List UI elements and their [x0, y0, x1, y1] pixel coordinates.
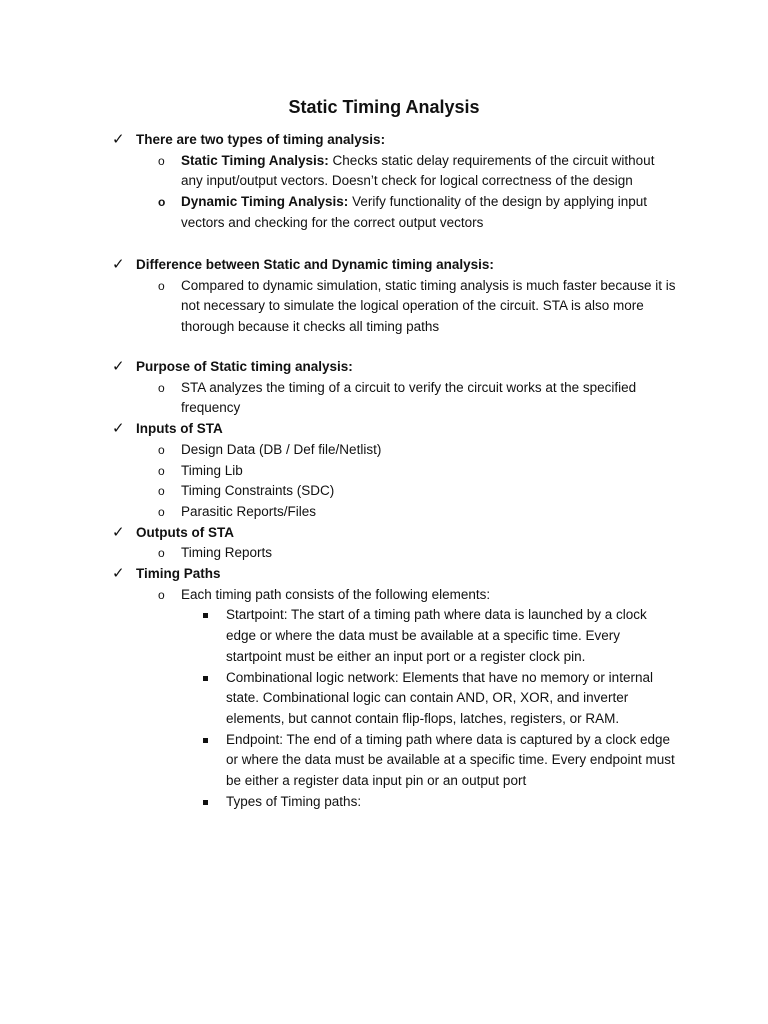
section-heading-row: [0, 255, 768, 276]
list-item: [0, 502, 768, 523]
item-text: Verify functionality of the design by applying input vectors and checking for the correct output vectors: [181, 194, 647, 230]
checkmark-icon: ✓: [112, 420, 125, 438]
section-heading: Timing Paths: [136, 566, 221, 582]
section-heading: Purpose of Static timing analysis:: [136, 359, 353, 374]
section-heading-row: [0, 130, 768, 151]
item-text: Timing Constraints (SDC): [181, 483, 335, 499]
circle-bullet-icon: o: [158, 153, 165, 168]
square-bullet-icon: [203, 738, 208, 743]
list-item: [0, 276, 768, 338]
checkmark-icon: ✓: [112, 565, 125, 583]
nested-list-item: [0, 668, 768, 730]
checkmark-icon: ✓: [112, 131, 125, 148]
list-item: [0, 440, 768, 461]
item-text: Each timing path consists of the following elements:: [181, 586, 491, 602]
nested-list-item: [0, 605, 768, 667]
nested-list-item: [0, 730, 768, 792]
square-bullet-icon: [203, 800, 208, 805]
section-heading-row: [0, 564, 768, 585]
circle-bullet-icon: o: [158, 587, 165, 602]
circle-bullet-icon: o: [158, 546, 165, 561]
list-item: [0, 378, 768, 419]
square-bullet-icon: [203, 613, 208, 618]
item-text: Parasitic Reports/Files: [181, 503, 317, 519]
checkmark-icon: ✓: [112, 523, 125, 541]
list-item: [0, 543, 768, 564]
section-heading: Inputs of STA: [136, 421, 223, 437]
item-text: Checks static delay requirements of the circuit without any input/output vectors. Doesn’t check for logical correctness of the design: [181, 152, 655, 189]
list-item: [0, 461, 768, 482]
item-text: Endpoint: The end of a timing path where data is captured by a clock edge or where the data must be available at a specific time. Every endpoint must be either a register data input pin or an output port: [226, 731, 675, 789]
item-term: Static Timing Analysis:: [181, 152, 329, 168]
list-item: [0, 481, 768, 502]
item-text: Combinational logic network: Elements that have no memory or internal state. Combinational logic can contain AND, OR, XOR, and inverter elements, but cannot contain flip-flops, latches, registers, or RAM.: [226, 669, 653, 726]
square-bullet-icon: [203, 676, 208, 681]
checkmark-icon: ✓: [112, 358, 125, 375]
page-title: Static Timing Analysis: [288, 97, 480, 117]
item-text: Types of Timing paths:: [226, 793, 362, 809]
section-heading: Outputs of STA: [136, 524, 234, 540]
item-text: Timing Lib: [181, 462, 243, 478]
section-timing-types: [0, 130, 768, 234]
circle-bullet-icon: o: [158, 278, 165, 293]
section-heading-row: [0, 419, 768, 440]
item-text: Timing Reports: [181, 545, 273, 561]
checkmark-icon: ✓: [112, 256, 125, 273]
section-heading: There are two types of timing analysis:: [136, 132, 386, 147]
section-heading-row: [0, 523, 768, 544]
circle-bullet-icon: o: [158, 504, 165, 519]
circle-bullet-icon: o: [158, 195, 166, 210]
item-text: Startpoint: The start of a timing path where data is launched by a clock edge or where the data must be available at a specific time. Every startpoint must be either an input port or a register clock pin.: [226, 607, 647, 664]
item-text: Compared to dynamic simulation, static timing analysis is much faster because it is not necessary to simulate the logical operation of the circuit. STA is also more thorough because it checks all timing paths: [181, 277, 676, 335]
nested-list-item: [0, 792, 768, 813]
section-heading: Difference between Static and Dynamic timing analysis:: [136, 257, 494, 272]
list-item: [0, 151, 768, 192]
circle-bullet-icon: o: [158, 442, 165, 457]
circle-bullet-icon: o: [158, 380, 165, 395]
circle-bullet-icon: o: [158, 463, 165, 478]
section-heading-row: [0, 357, 768, 378]
list-item: [0, 585, 768, 606]
item-term: Dynamic Timing Analysis:: [181, 194, 349, 210]
section-purpose: [0, 357, 768, 812]
item-text: STA analyzes the timing of a circuit to verify the circuit works at the specified frequency: [181, 379, 637, 416]
item-text: Design Data (DB / Def file/Netlist): [181, 441, 382, 457]
circle-bullet-icon: o: [158, 484, 165, 499]
list-item: [0, 192, 768, 233]
section-difference: [0, 255, 768, 338]
